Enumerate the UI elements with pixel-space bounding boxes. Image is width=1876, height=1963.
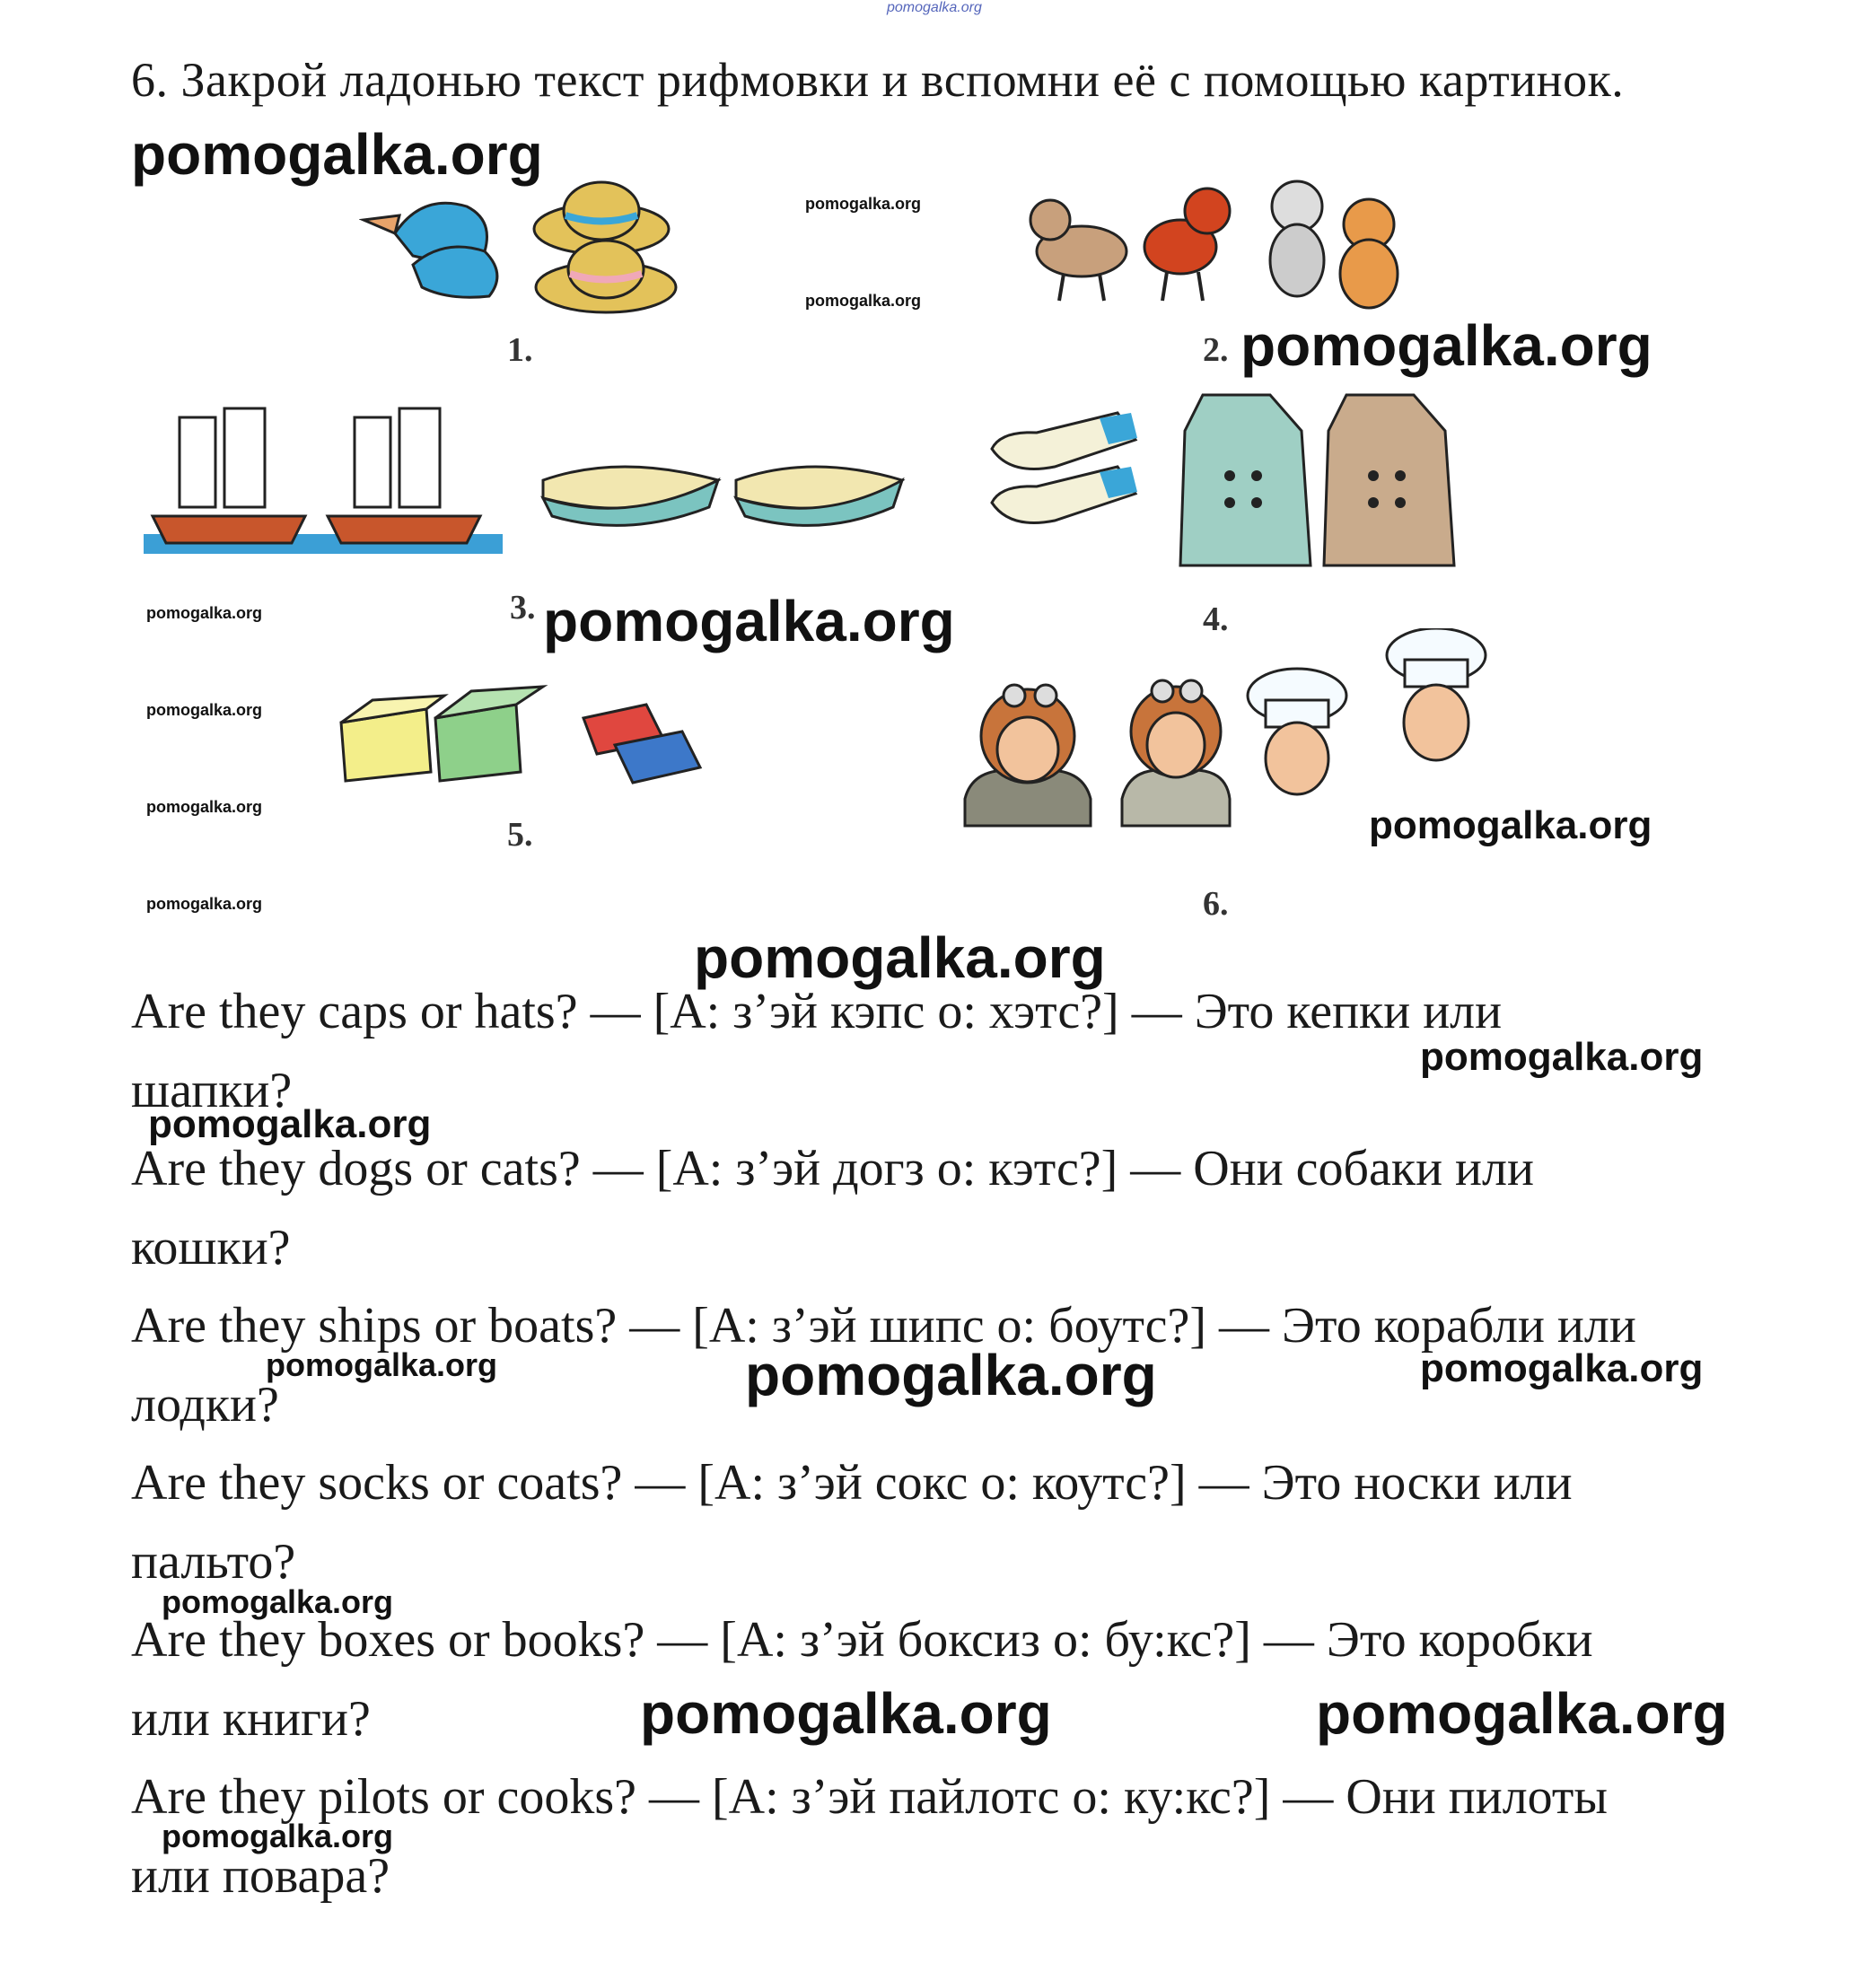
- watermark: pomogalka.org: [805, 292, 922, 310]
- dogs-and-cats-illustration: [1010, 166, 1450, 314]
- picture-number-4: 4.: [1203, 600, 1229, 638]
- rhyme-line-3-cont: лодки?: [131, 1377, 279, 1433]
- rhyme-line-3: Are they ships or boats? — [А: з’эй шипс о: боутс?] — Это корабли или: [131, 1298, 1636, 1354]
- watermark: pomogalka.org: [694, 925, 1106, 990]
- rhyme-line-4: Are they socks or coats? — [А: з’эй сокс о: коутс?] — Это носки или: [131, 1455, 1573, 1511]
- watermark: pomogalka.org: [131, 122, 543, 187]
- watermark: pomogalka.org: [1316, 1681, 1728, 1746]
- watermark: pomogalka.org: [640, 1681, 1052, 1746]
- watermark: pomogalka.org: [146, 798, 263, 816]
- pilots-and-cooks-illustration: [956, 628, 1495, 862]
- boxes-and-books-illustration: [337, 682, 723, 808]
- rhyme-line-6-cont: или повара?: [131, 1848, 390, 1904]
- caps-and-hats-illustration: [359, 166, 682, 314]
- rhyme-line-2-cont: кошки?: [131, 1220, 291, 1275]
- watermark: pomogalka.org: [146, 701, 263, 719]
- watermark: pomogalka.org: [745, 1343, 1157, 1407]
- watermark: pomogalka.org: [1420, 1035, 1704, 1079]
- task-heading: 6. Закрой ладонью текст рифмовки и вспомни её с помощью картинок.: [131, 53, 1625, 107]
- watermark: pomogalka.org: [148, 1102, 432, 1146]
- watermark: pomogalka.org: [266, 1346, 498, 1383]
- watermark: pomogalka.org: [1240, 313, 1652, 378]
- watermark: pomogalka.org: [146, 895, 263, 913]
- watermark-top: pomogalka.org: [887, 0, 982, 15]
- rhyme-line-4-cont: пальто?: [131, 1534, 296, 1590]
- rhyme-line-6: Are they pilots or cooks? — [А: з’эй пайлотс о: ку:кс?] — Они пилоты: [131, 1769, 1608, 1825]
- watermark: pomogalka.org: [1369, 803, 1652, 847]
- watermark: pomogalka.org: [162, 1818, 394, 1854]
- rhyme-line-1-cont: шапки?: [131, 1063, 293, 1118]
- rhyme-line-2: Are they dogs or cats? — [А: з’эй догз о: кэтс?] — Они собаки или: [131, 1141, 1534, 1196]
- picture-number-1: 1.: [507, 331, 533, 369]
- rhyme-line-1: Are they caps or hats? — [А: з’эй кэпс о: хэтс?] — Это кепки или: [131, 984, 1503, 1039]
- picture-number-6: 6.: [1203, 885, 1229, 923]
- picture-number-5: 5.: [507, 816, 533, 854]
- picture-number-3: 3.: [510, 589, 536, 627]
- watermark: pomogalka.org: [146, 604, 263, 622]
- picture-number-2: 2.: [1203, 331, 1229, 369]
- watermark: pomogalka.org: [543, 589, 955, 653]
- watermark: pomogalka.org: [805, 195, 922, 213]
- ships-and-boats-illustration: [144, 390, 907, 570]
- socks-and-coats-illustration: [983, 377, 1468, 583]
- rhyme-line-5: Are they boxes or books? — [А: з’эй боксиз о: бу:кс?] — Это коробки: [131, 1612, 1593, 1668]
- watermark: pomogalka.org: [1420, 1346, 1704, 1390]
- rhyme-line-5-cont: или книги?: [131, 1691, 371, 1747]
- watermark: pomogalka.org: [162, 1583, 394, 1620]
